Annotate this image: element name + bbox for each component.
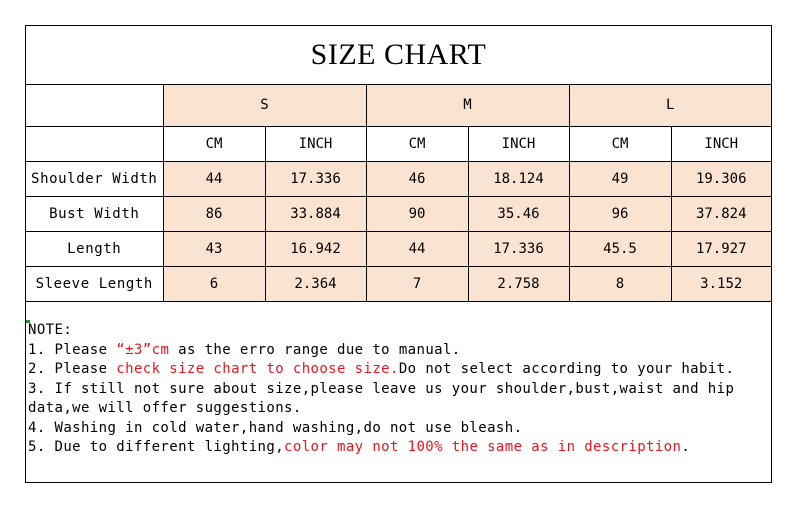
table-row [26,231,771,266]
corner-cell [26,85,163,126]
note-2-prefix: 2. Please [28,361,117,377]
value-cell: 86 [163,196,265,231]
unit-inch: INCH [468,126,569,161]
note-4: 4. Washing in cold water,hand washing,do not use bleash. [28,419,523,436]
note-2 [28,360,769,380]
note-1 [28,341,769,361]
unit-cm: CM [163,126,265,161]
value-cell: 17.927 [671,231,771,266]
unit-cm: CM [569,126,671,161]
value-cell: 96 [569,196,671,231]
table-row [26,266,771,301]
value-cell: 18.124 [468,161,569,196]
value-cell: 17.336 [468,231,569,266]
value-cell: 17.336 [265,161,366,196]
value-cell: 49 [569,161,671,196]
size-table [26,85,771,302]
unit-cm: CM [366,126,468,161]
value-cell: 7 [366,266,468,301]
value-cell: 3.152 [671,266,771,301]
note-1-prefix: 1. Please [28,341,117,358]
unit-inch: INCH [265,126,366,161]
row-label: Shoulder Width [26,161,163,196]
note-5 [28,438,769,458]
note-3: 3. If still not sure about size,please leave us your shoulder,bust,waist and hip data,we will offer suggestions. [28,380,744,416]
value-cell: 16.942 [265,231,366,266]
value-cell: 33.884 [265,196,366,231]
value-cell: 2.364 [265,266,366,301]
table-row [26,196,771,231]
value-cell: 45.5 [569,231,671,266]
row-label: Length [26,231,163,266]
size-l-header: L [569,85,771,126]
row-label: Bust Width [26,196,163,231]
value-cell: 44 [366,231,468,266]
value-cell: 35.46 [468,196,569,231]
table-row [26,161,771,196]
unit-header-row [26,126,771,161]
unit-inch: INCH [671,126,771,161]
value-cell: 37.824 [671,196,771,231]
value-cell: 46 [366,161,468,196]
row-label: Sleeve Length [26,266,163,301]
value-cell: 44 [163,161,265,196]
notes-heading: NOTE: [28,322,73,338]
value-cell: 19.306 [671,161,771,196]
value-cell: 90 [366,196,468,231]
chart-title: SIZE CHART [26,26,771,85]
size-m-header: M [366,85,569,126]
note-2-highlight: check size chart to choose size. [116,361,399,377]
note-1-highlight: “±3”cm [116,341,170,358]
notes-section [26,320,771,459]
note-1-suffix: as the erro range due to manual. [169,341,461,358]
value-cell: 2.758 [468,266,569,301]
unit-corner-cell [26,126,163,161]
size-header-row [26,85,771,126]
note-2-suffix: Do not select according to your habit. [398,361,735,377]
note-5-suffix: . [681,439,691,455]
note-5-prefix: 5. Due to different lighting, [28,439,285,455]
size-chart-frame [25,25,772,483]
size-s-header: S [163,85,366,126]
value-cell: 43 [163,231,265,266]
value-cell: 8 [569,266,671,301]
note-5-highlight: color may not 100% the same as in description [284,439,682,455]
value-cell: 6 [163,266,265,301]
